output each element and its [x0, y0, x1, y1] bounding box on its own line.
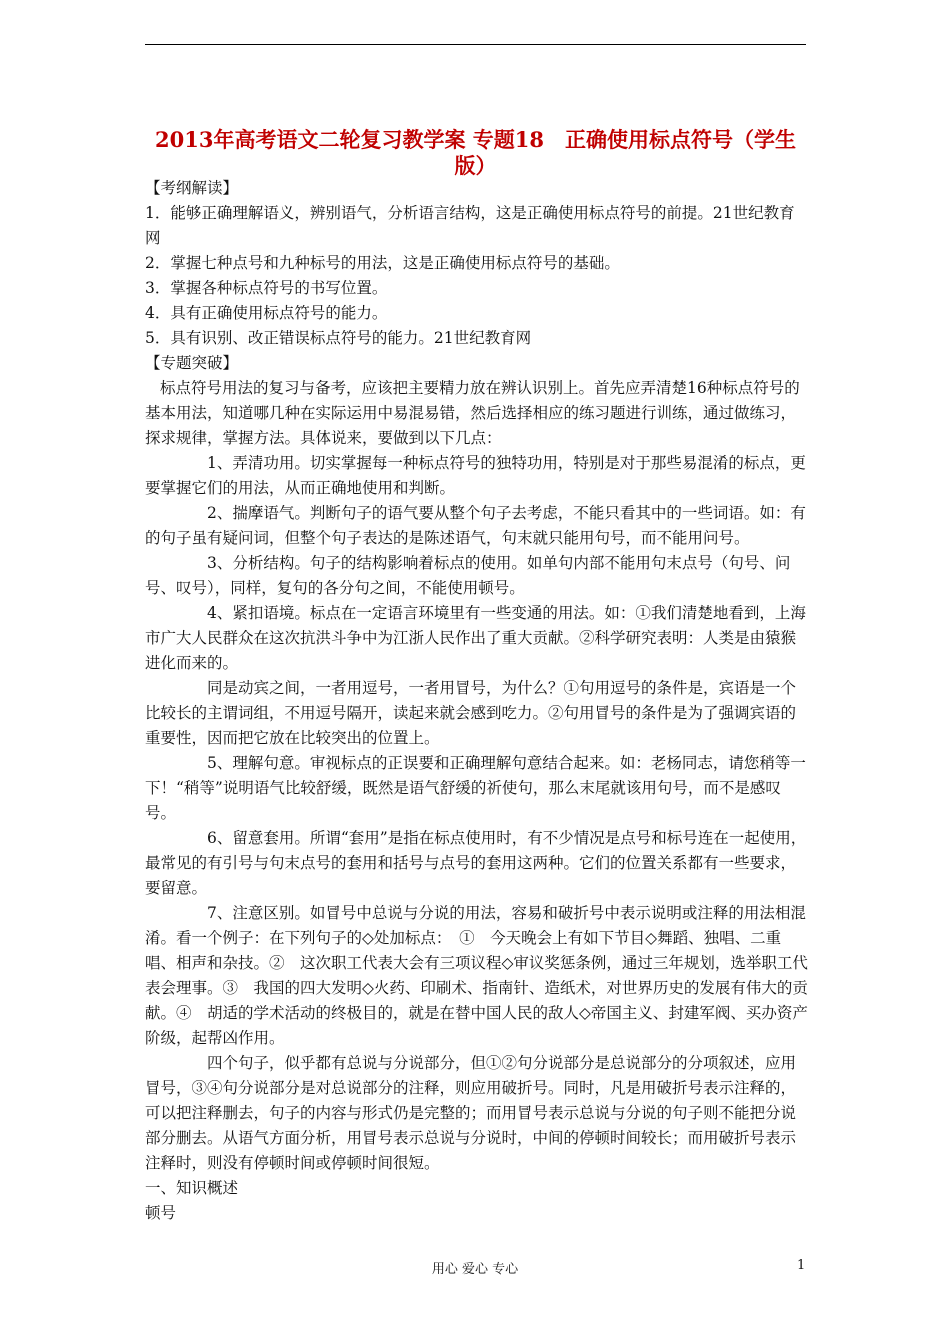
kaogang-item-1: 1．能够正确理解语义，辨别语气，分析语言结构，这是正确使用标点符号的前提。21世纪教育网: [145, 204, 795, 247]
point-5: 5、理解句意。审视标点的正误要和正确理解句意结合起来。如：老杨同志，请您稍等一下！“稍等”说明语气比较舒缓，既然是语气舒缓的祈使句，那么末尾就该用句号，而不是感叹号。: [145, 754, 806, 822]
kaogang-heading: 【考纲解读】: [145, 179, 239, 197]
document-title: 2013年高考语文二轮复习教学案 专题18 正确使用标点符号（学生版）: [155, 127, 796, 178]
point-6: 6、留意套用。所谓“套用”是指在标点使用时，有不少情况是点号和标号连在一起使用，最常见的有引号与句末点号的套用和括号与点号的套用这两种。它们的位置关系都有一些要求，要留意。: [145, 829, 807, 897]
kaogang-item-5: 5．具有识别、改正错误标点符号的能力。21世纪教育网: [145, 329, 532, 347]
tupo-heading: 【专题突破】: [145, 354, 239, 372]
point-7: 7、注意区别。如冒号中总说与分说的用法，容易和破折号中表示说明或注释的用法相混淆。看一个例子：在下列句子的◇处加标点： ① 今天晚会上有如下节目◇舞蹈、独唱、二重唱、相声和杂技。② 这次职工代表大会有三项议程◇审议奖惩条例，通过三年规划，选举职工代表会理事。③ 我国的四大发明◇火药、印刷术、指南针、造纸术，对世界历史的发展有伟大的贡献。④ 胡适的学术活动的终极目的，就是在替中国人民的敌人◇帝国主义、封建军阀、买办资产阶级，起帮凶作用。: [145, 904, 808, 1047]
kaogang-item-4: 4．具有正确使用标点符号的能力。: [145, 304, 388, 322]
point-3: 3、分析结构。句子的结构影响着标点的使用。如单句内部不能用句末点号（句号、问号、叹号），同样，复句的各分句之间，不能使用顿号。: [145, 554, 791, 597]
point-1: 1、弄清功用。切实掌握每一种标点符号的独特功用，特别是对于那些易混淆的标点，更要掌握它们的用法，从而正确地使用和判断。: [145, 454, 806, 497]
point-4-explanation: 同是动宾之间，一者用逗号，一者用冒号，为什么？①句用逗号的条件是，宾语是一个比较长的主谓词组，不用逗号隔开，读起来就会感到吃力。②句用冒号的条件是为了强调宾语的重要性，因而把它放在比较突出的位置上。: [145, 679, 797, 747]
point-4: 4、紧扣语境。标点在一定语言环境里有一些变通的用法。如：①我们清楚地看到，上海市广大人民群众在这次抗洪斗争中为江浙人民作出了重大贡献。②科学研究表明：人类是由猿猴进化而来的。: [145, 604, 806, 672]
header-rule: [145, 44, 806, 45]
document-body: [145, 176, 810, 1226]
overview-heading: 一、知识概述: [145, 1179, 239, 1197]
footer-slogan: 用心 爱心 专心: [431, 1262, 519, 1277]
point-7-analysis: 四个句子，似乎都有总说与分说部分，但①②句分说部分是总说部分的分项叙述，应用冒号，③④句分说部分是对总说部分的注释，则应用破折号。同时，凡是用破折号表示注释的，可以把注释删去，句子的内容与形式仍是完整的；而用冒号表示总说与分说的句子则不能把分说部分删去。从语气方面分析，用冒号表示总说与分说时，中间的停顿时间较长；而用破折号表示注释时，则没有停顿时间或停顿时间很短。: [145, 1054, 797, 1172]
point-2: 2、揣摩语气。判断句子的语气要从整个句子去考虑，不能只看其中的一些词语。如：有的句子虽有疑问词，但整个句子表达的是陈述语气，句末就只能用句号，而不能用问号。: [145, 504, 806, 547]
kaogang-item-2: 2．掌握七种点号和九种标号的用法，这是正确使用标点符号的基础。: [145, 254, 620, 272]
kaogang-item-3: 3．掌握各种标点符号的书写位置。: [145, 279, 388, 297]
intro-paragraph: 标点符号用法的复习与备考，应该把主要精力放在辨认识别上。首先应弄清楚16种标点符号的基本用法，知道哪几种在实际运用中易混易错，然后选择相应的练习题进行训练，通过做练习，探求规律，掌握方法。具体说来，要做到以下几点：: [145, 379, 800, 447]
page-number: 1: [797, 1258, 806, 1273]
dunhao-heading: 顿号: [145, 1204, 177, 1222]
